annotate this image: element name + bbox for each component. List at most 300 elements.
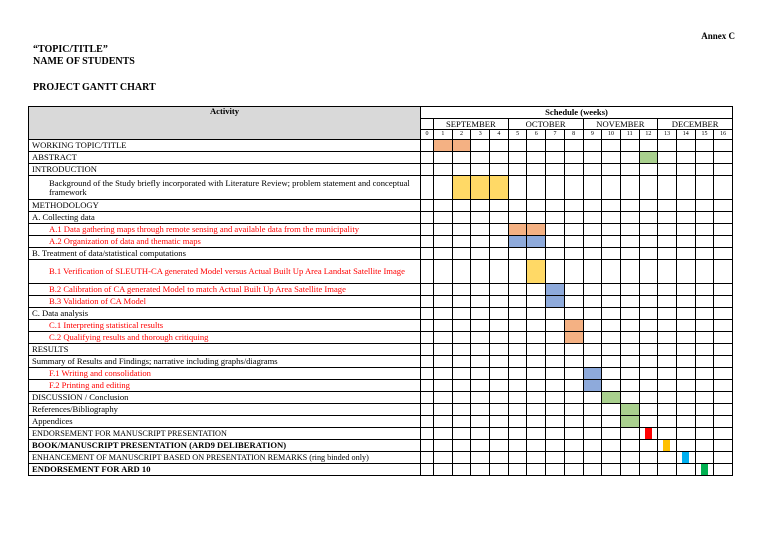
schedule-cell [546,356,565,368]
schedule-cell [527,164,546,176]
schedule-cell [471,236,490,248]
schedule-cell [508,140,527,152]
schedule-cell [546,428,565,440]
schedule-cell [508,164,527,176]
schedule-cell [583,260,602,284]
schedule-cell [452,308,471,320]
schedule-cell [620,176,639,200]
schedule-cell [471,308,490,320]
schedule-cell [620,296,639,308]
activity-label: WORKING TOPIC/TITLE [29,140,421,152]
activity-row [29,212,733,224]
schedule-cell [508,200,527,212]
schedule-cell [658,380,677,392]
schedule-cell [620,428,639,440]
schedule-cell [471,248,490,260]
schedule-cell [620,212,639,224]
activity-row [29,236,733,248]
schedule-cell [471,164,490,176]
schedule-cell [602,176,621,200]
schedule-cell [639,296,658,308]
schedule-bar-cell [639,152,658,164]
schedule-bar-cell [620,416,639,428]
schedule-cell [620,152,639,164]
schedule-cell [434,404,453,416]
schedule-cell [434,296,453,308]
schedule-cell [602,320,621,332]
schedule-bar-cell [602,392,621,404]
schedule-cell [490,224,509,236]
schedule-cell [676,236,695,248]
schedule-cell [434,368,453,380]
schedule-cell [421,356,434,368]
gantt-table [28,106,733,476]
schedule-cell [583,248,602,260]
schedule-cell [676,452,695,464]
schedule-cell [471,212,490,224]
schedule-cell [421,344,434,356]
schedule-cell [434,392,453,404]
schedule-cell [602,308,621,320]
activity-row [29,248,733,260]
schedule-cell [490,440,509,452]
schedule-cell [602,248,621,260]
schedule-bar-cell [527,236,546,248]
schedule-cell [564,344,583,356]
schedule-cell [602,284,621,296]
schedule-cell [658,368,677,380]
schedule-cell [508,260,527,284]
schedule-cell [564,464,583,476]
schedule-cell [490,368,509,380]
schedule-cell [602,344,621,356]
schedule-cell [602,140,621,152]
schedule-cell [564,392,583,404]
schedule-cell [658,152,677,164]
schedule-cell [527,392,546,404]
schedule-cell [490,296,509,308]
week-number: 11 [620,130,639,140]
schedule-cell [714,440,733,452]
schedule-cell [490,344,509,356]
schedule-cell [508,212,527,224]
schedule-cell [676,332,695,344]
schedule-cell [695,368,714,380]
activity-row [29,380,733,392]
schedule-cell [490,248,509,260]
schedule-cell [508,248,527,260]
schedule-cell [620,440,639,452]
schedule-cell [471,416,490,428]
activity-row [29,164,733,176]
schedule-cell [602,404,621,416]
schedule-cell [676,248,695,260]
activity-label: Summary of Results and Findings; narrative including graphs/diagrams [29,356,421,368]
schedule-cell [490,380,509,392]
schedule-cell [695,452,714,464]
schedule-cell [714,224,733,236]
schedule-cell [527,452,546,464]
schedule-cell [490,284,509,296]
activity-row [29,368,733,380]
schedule-cell [452,356,471,368]
schedule-cell [658,344,677,356]
schedule-cell [434,248,453,260]
schedule-cell [602,416,621,428]
schedule-bar-cell [583,380,602,392]
schedule-cell [434,164,453,176]
schedule-cell [714,416,733,428]
schedule-cell [490,464,509,476]
schedule-cell [421,320,434,332]
schedule-cell [490,392,509,404]
schedule-cell [452,236,471,248]
schedule-cell [452,440,471,452]
schedule-cell [421,236,434,248]
schedule-cell [471,152,490,164]
schedule-cell [639,176,658,200]
schedule-cell [564,428,583,440]
month-blank [421,119,434,130]
schedule-bar-cell [527,260,546,284]
schedule-cell [546,212,565,224]
schedule-cell [676,356,695,368]
schedule-bar-cell [546,284,565,296]
schedule-cell [471,356,490,368]
schedule-cell [714,284,733,296]
schedule-cell [676,428,695,440]
week-number: 3 [471,130,490,140]
week-number: 9 [583,130,602,140]
schedule-cell [583,404,602,416]
schedule-cell [471,344,490,356]
schedule-cell [452,380,471,392]
schedule-cell [546,332,565,344]
schedule-cell [564,176,583,200]
schedule-cell [471,296,490,308]
schedule-cell [421,440,434,452]
schedule-cell [508,428,527,440]
schedule-cell [676,164,695,176]
schedule-cell [471,140,490,152]
activity-label: ENDORSEMENT FOR ARD 10 [29,464,421,476]
schedule-cell [546,248,565,260]
schedule-cell [564,224,583,236]
schedule-bar-cell [471,176,490,200]
schedule-cell [714,248,733,260]
schedule-cell [546,260,565,284]
schedule-cell [490,416,509,428]
schedule-cell [583,356,602,368]
activity-label: References/Bibliography [29,404,421,416]
week-number: 1 [434,130,453,140]
schedule-cell [658,416,677,428]
schedule-cell [546,380,565,392]
schedule-cell [434,356,453,368]
schedule-cell [676,392,695,404]
schedule-cell [658,236,677,248]
schedule-cell [546,368,565,380]
schedule-cell [695,236,714,248]
schedule-cell [620,236,639,248]
schedule-cell [658,260,677,284]
schedule-cell [658,296,677,308]
activity-row [29,176,733,200]
schedule-bar-cell [583,368,602,380]
schedule-cell [490,356,509,368]
week-number: 13 [658,130,677,140]
schedule-cell [527,356,546,368]
schedule-cell [620,224,639,236]
schedule-cell [583,296,602,308]
schedule-cell [639,236,658,248]
schedule-cell [452,464,471,476]
schedule-cell [620,380,639,392]
schedule-cell [658,200,677,212]
activity-row [29,416,733,428]
activity-label: C. Data analysis [29,308,421,320]
schedule-cell [695,356,714,368]
schedule-cell [695,140,714,152]
activity-row [29,452,733,464]
schedule-cell [564,416,583,428]
schedule-cell [714,392,733,404]
schedule-cell [714,212,733,224]
activity-row [29,284,733,296]
schedule-cell [583,200,602,212]
schedule-cell [639,284,658,296]
schedule-cell [564,140,583,152]
schedule-cell [695,380,714,392]
milestone-marker [645,428,652,439]
schedule-cell [676,140,695,152]
schedule-cell [490,308,509,320]
schedule-cell [658,308,677,320]
schedule-cell [490,260,509,284]
schedule-cell [676,320,695,332]
schedule-cell [421,152,434,164]
schedule-cell [546,344,565,356]
schedule-cell [434,332,453,344]
activity-label: B.3 Validation of CA Model [29,296,421,308]
week-number: 14 [676,130,695,140]
schedule-cell [639,392,658,404]
month-header: OCTOBER [508,119,583,130]
schedule-cell [602,236,621,248]
schedule-cell [527,308,546,320]
schedule-cell [620,248,639,260]
schedule-cell [658,440,677,452]
schedule-cell [564,260,583,284]
schedule-cell [714,164,733,176]
schedule-cell [620,356,639,368]
schedule-cell [658,392,677,404]
activity-row [29,200,733,212]
schedule-cell [714,176,733,200]
schedule-cell [602,452,621,464]
schedule-cell [421,368,434,380]
schedule-cell [620,200,639,212]
schedule-cell [490,428,509,440]
schedule-cell [695,248,714,260]
schedule-cell [714,260,733,284]
schedule-cell [421,200,434,212]
activity-row [29,440,733,452]
schedule-cell [421,464,434,476]
schedule-cell [602,152,621,164]
schedule-cell [695,344,714,356]
schedule-cell [546,176,565,200]
schedule-cell [639,452,658,464]
schedule-cell [434,308,453,320]
schedule-cell [676,308,695,320]
schedule-cell [658,224,677,236]
schedule-cell [564,200,583,212]
schedule-cell [434,224,453,236]
schedule-cell [527,368,546,380]
schedule-cell [620,284,639,296]
schedule-cell [658,176,677,200]
month-header: DECEMBER [658,119,733,130]
schedule-cell [490,212,509,224]
schedule-cell [508,416,527,428]
schedule-cell [714,380,733,392]
activity-label: B. Treatment of data/statistical computations [29,248,421,260]
schedule-cell [695,332,714,344]
schedule-cell [452,320,471,332]
schedule-cell [421,332,434,344]
schedule-cell [583,464,602,476]
schedule-cell [620,320,639,332]
schedule-cell [639,404,658,416]
schedule-bar-cell [564,332,583,344]
schedule-cell [452,296,471,308]
schedule-cell [508,368,527,380]
schedule-cell [490,236,509,248]
schedule-cell [546,164,565,176]
schedule-cell [695,260,714,284]
schedule-cell [434,416,453,428]
schedule-cell [639,200,658,212]
activity-label: B.2 Calibration of CA generated Model to match Actual Built Up Area Satellite Image [29,284,421,296]
schedule-cell [564,152,583,164]
schedule-cell [564,212,583,224]
schedule-cell [546,404,565,416]
schedule-bar-cell [527,224,546,236]
schedule-cell [639,344,658,356]
activity-row [29,152,733,164]
schedule-cell [452,344,471,356]
schedule-cell [508,176,527,200]
activity-row [29,404,733,416]
schedule-cell [620,332,639,344]
schedule-cell [714,452,733,464]
schedule-cell [421,284,434,296]
schedule-cell [676,224,695,236]
schedule-cell [527,464,546,476]
week-number: 10 [602,130,621,140]
schedule-cell [434,200,453,212]
schedule-cell [421,416,434,428]
schedule-bar-cell [490,176,509,200]
schedule-cell [620,260,639,284]
schedule-cell [527,416,546,428]
activity-row [29,308,733,320]
schedule-cell [639,320,658,332]
schedule-cell [471,260,490,284]
schedule-cell [620,392,639,404]
month-header: SEPTEMBER [434,119,509,130]
activity-row [29,356,733,368]
schedule-cell [639,380,658,392]
schedule-cell [452,416,471,428]
schedule-cell [658,464,677,476]
schedule-cell [508,452,527,464]
schedule-cell [583,164,602,176]
schedule-cell [602,368,621,380]
week-number: 8 [564,130,583,140]
schedule-cell [695,428,714,440]
schedule-cell [695,320,714,332]
schedule-cell [602,296,621,308]
week-number: 12 [639,130,658,140]
schedule-bar-cell [508,236,527,248]
activity-header: Activity [29,107,421,140]
schedule-cell [583,140,602,152]
schedule-bar-cell [620,404,639,416]
schedule-cell [434,212,453,224]
schedule-cell [714,308,733,320]
schedule-cell [471,284,490,296]
schedule-cell [564,248,583,260]
schedule-cell [471,404,490,416]
month-header: NOVEMBER [583,119,658,130]
activity-label: F.2 Printing and editing [29,380,421,392]
schedule-cell [714,356,733,368]
schedule-cell [527,152,546,164]
schedule-cell [620,140,639,152]
schedule-cell [508,320,527,332]
gantt-chart-title: PROJECT GANTT CHART [33,82,156,93]
schedule-cell [602,260,621,284]
milestone-marker [682,452,689,463]
schedule-cell [714,140,733,152]
schedule-cell [546,236,565,248]
schedule-cell [564,284,583,296]
topic-title: “TOPIC/TITLE” [33,44,108,55]
schedule-cell [508,344,527,356]
schedule-cell [508,296,527,308]
schedule-cell [434,380,453,392]
schedule-cell [434,176,453,200]
schedule-cell [695,464,714,476]
schedule-cell [658,332,677,344]
schedule-cell [434,152,453,164]
schedule-cell [583,332,602,344]
activity-row [29,260,733,284]
schedule-cell [490,140,509,152]
schedule-cell [639,464,658,476]
schedule-cell [639,440,658,452]
schedule-cell [527,140,546,152]
schedule-cell [508,392,527,404]
activity-row [29,224,733,236]
schedule-cell [471,464,490,476]
schedule-cell [714,320,733,332]
schedule-cell [695,416,714,428]
schedule-cell [676,464,695,476]
schedule-cell [714,296,733,308]
